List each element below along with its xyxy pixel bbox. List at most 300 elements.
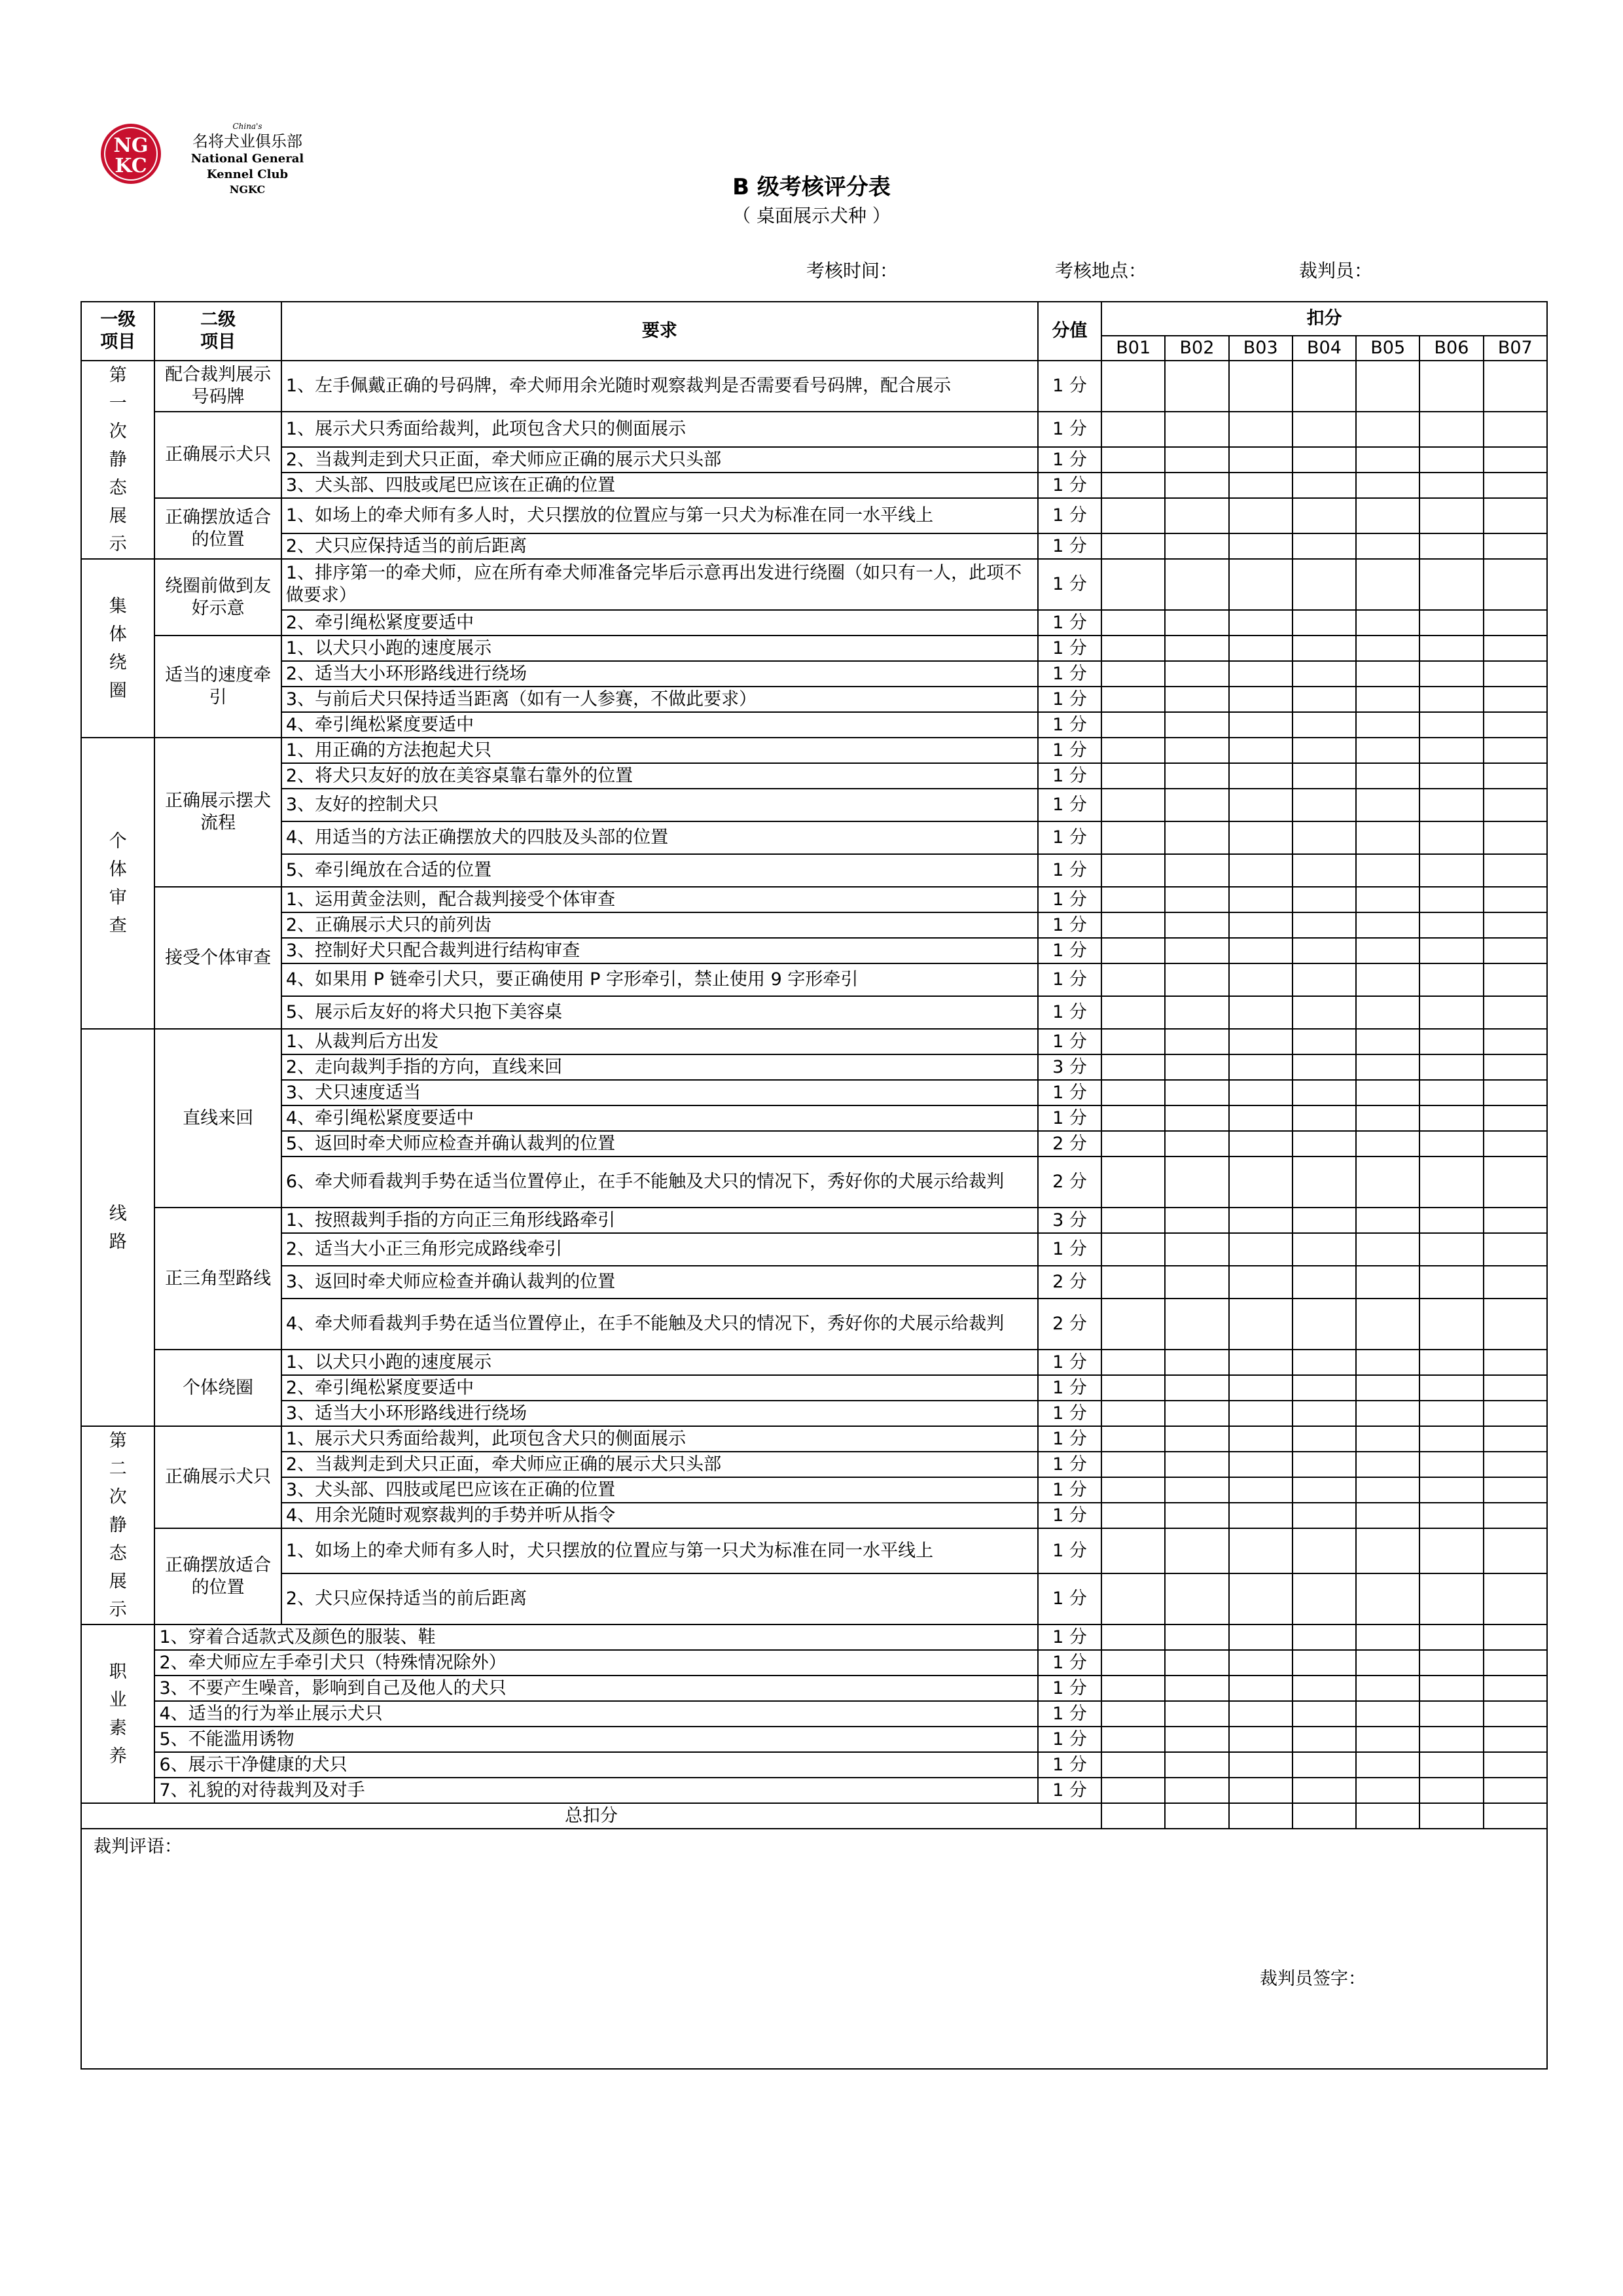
deduction-cell-b07[interactable] (1484, 712, 1547, 738)
deduction-cell-b05[interactable] (1356, 887, 1419, 912)
deduction-cell-b04[interactable] (1293, 996, 1356, 1029)
deduction-cell-b04[interactable] (1293, 1528, 1356, 1573)
deduction-cell-b06[interactable] (1419, 1701, 1483, 1727)
deduction-cell-b04[interactable] (1293, 712, 1356, 738)
deduction-cell-b05[interactable] (1356, 447, 1419, 473)
deduction-cell-b02[interactable] (1165, 1752, 1228, 1778)
deduction-cell-b06[interactable] (1419, 559, 1483, 610)
deduction-cell-b04[interactable] (1293, 1701, 1356, 1727)
deduction-cell-b04[interactable] (1293, 1375, 1356, 1401)
deduction-cell-b01[interactable] (1101, 821, 1165, 854)
deduction-cell-b05[interactable] (1356, 559, 1419, 610)
deduction-cell-b03[interactable] (1229, 1701, 1293, 1727)
deduction-cell-b02[interactable] (1165, 1054, 1228, 1080)
deduction-cell-b01[interactable] (1101, 738, 1165, 763)
deduction-cell-b06[interactable] (1419, 912, 1483, 938)
deduction-cell-b07[interactable] (1484, 559, 1547, 610)
deduction-cell-b01[interactable] (1101, 1503, 1165, 1528)
deduction-cell-b05[interactable] (1356, 1080, 1419, 1105)
deduction-cell-b02[interactable] (1165, 763, 1228, 789)
deduction-cell-b03[interactable] (1229, 1752, 1293, 1778)
deduction-cell-b07[interactable] (1484, 996, 1547, 1029)
deduction-cell-b04[interactable] (1293, 1752, 1356, 1778)
deduction-cell-b04[interactable] (1293, 661, 1356, 687)
deduction-cell-b07[interactable] (1484, 763, 1547, 789)
deduction-cell-b07[interactable] (1484, 1624, 1547, 1650)
deduction-cell-b06[interactable] (1419, 1624, 1483, 1650)
deduction-cell-b02[interactable] (1165, 938, 1228, 963)
deduction-cell-b03[interactable] (1229, 447, 1293, 473)
deduction-cell-b07[interactable] (1484, 1803, 1547, 1829)
deduction-cell-b04[interactable] (1293, 1131, 1356, 1157)
deduction-cell-b05[interactable] (1356, 1778, 1419, 1803)
deduction-cell-b04[interactable] (1293, 1803, 1356, 1829)
deduction-cell-b01[interactable] (1101, 533, 1165, 559)
deduction-cell-b05[interactable] (1356, 498, 1419, 533)
deduction-cell-b04[interactable] (1293, 1080, 1356, 1105)
deduction-cell-b02[interactable] (1165, 447, 1228, 473)
deduction-cell-b03[interactable] (1229, 559, 1293, 610)
deduction-cell-b01[interactable] (1101, 1803, 1165, 1829)
deduction-cell-b06[interactable] (1419, 447, 1483, 473)
deduction-cell-b05[interactable] (1356, 1452, 1419, 1477)
deduction-cell-b06[interactable] (1419, 687, 1483, 712)
deduction-cell-b01[interactable] (1101, 1573, 1165, 1624)
deduction-cell-b04[interactable] (1293, 789, 1356, 821)
deduction-cell-b02[interactable] (1165, 473, 1228, 498)
deduction-cell-b05[interactable] (1356, 712, 1419, 738)
deduction-cell-b03[interactable] (1229, 361, 1293, 412)
deduction-cell-b07[interactable] (1484, 1401, 1547, 1426)
deduction-cell-b05[interactable] (1356, 1624, 1419, 1650)
deduction-cell-b02[interactable] (1165, 361, 1228, 412)
deduction-cell-b04[interactable] (1293, 1650, 1356, 1676)
deduction-cell-b03[interactable] (1229, 412, 1293, 447)
deduction-cell-b02[interactable] (1165, 1503, 1228, 1528)
deduction-cell-b06[interactable] (1419, 1676, 1483, 1701)
deduction-cell-b04[interactable] (1293, 763, 1356, 789)
deduction-cell-b02[interactable] (1165, 1233, 1228, 1266)
deduction-cell-b01[interactable] (1101, 687, 1165, 712)
deduction-cell-b04[interactable] (1293, 1401, 1356, 1426)
deduction-cell-b04[interactable] (1293, 687, 1356, 712)
deduction-cell-b02[interactable] (1165, 1029, 1228, 1054)
deduction-cell-b01[interactable] (1101, 661, 1165, 687)
deduction-cell-b03[interactable] (1229, 1233, 1293, 1266)
deduction-cell-b01[interactable] (1101, 1208, 1165, 1233)
deduction-cell-b02[interactable] (1165, 996, 1228, 1029)
deduction-cell-b01[interactable] (1101, 1233, 1165, 1266)
deduction-cell-b07[interactable] (1484, 1426, 1547, 1452)
deduction-cell-b05[interactable] (1356, 1727, 1419, 1752)
deduction-cell-b03[interactable] (1229, 636, 1293, 661)
deduction-cell-b02[interactable] (1165, 610, 1228, 636)
deduction-cell-b05[interactable] (1356, 1650, 1419, 1676)
deduction-cell-b03[interactable] (1229, 938, 1293, 963)
deduction-cell-b05[interactable] (1356, 1503, 1419, 1528)
deduction-cell-b06[interactable] (1419, 1452, 1483, 1477)
deduction-cell-b06[interactable] (1419, 1727, 1483, 1752)
deduction-cell-b01[interactable] (1101, 636, 1165, 661)
deduction-cell-b07[interactable] (1484, 1208, 1547, 1233)
deduction-cell-b03[interactable] (1229, 473, 1293, 498)
deduction-cell-b06[interactable] (1419, 533, 1483, 559)
deduction-cell-b06[interactable] (1419, 1401, 1483, 1426)
deduction-cell-b05[interactable] (1356, 1375, 1419, 1401)
deduction-cell-b02[interactable] (1165, 1624, 1228, 1650)
deduction-cell-b06[interactable] (1419, 1803, 1483, 1829)
deduction-cell-b07[interactable] (1484, 738, 1547, 763)
deduction-cell-b05[interactable] (1356, 412, 1419, 447)
deduction-cell-b03[interactable] (1229, 1350, 1293, 1375)
deduction-cell-b01[interactable] (1101, 1528, 1165, 1573)
deduction-cell-b03[interactable] (1229, 533, 1293, 559)
deduction-cell-b01[interactable] (1101, 1477, 1165, 1503)
deduction-cell-b07[interactable] (1484, 1054, 1547, 1080)
deduction-cell-b02[interactable] (1165, 661, 1228, 687)
deduction-cell-b03[interactable] (1229, 1727, 1293, 1752)
deduction-cell-b03[interactable] (1229, 1528, 1293, 1573)
deduction-cell-b01[interactable] (1101, 1080, 1165, 1105)
deduction-cell-b04[interactable] (1293, 361, 1356, 412)
deduction-cell-b03[interactable] (1229, 1452, 1293, 1477)
deduction-cell-b07[interactable] (1484, 1266, 1547, 1299)
deduction-cell-b06[interactable] (1419, 1157, 1483, 1208)
deduction-cell-b03[interactable] (1229, 1157, 1293, 1208)
deduction-cell-b07[interactable] (1484, 912, 1547, 938)
deduction-cell-b04[interactable] (1293, 963, 1356, 996)
judge-comment-area[interactable] (81, 1829, 1547, 2069)
deduction-cell-b03[interactable] (1229, 1266, 1293, 1299)
deduction-cell-b05[interactable] (1356, 533, 1419, 559)
deduction-cell-b05[interactable] (1356, 361, 1419, 412)
deduction-cell-b01[interactable] (1101, 996, 1165, 1029)
deduction-cell-b07[interactable] (1484, 533, 1547, 559)
deduction-cell-b05[interactable] (1356, 1208, 1419, 1233)
deduction-cell-b03[interactable] (1229, 1573, 1293, 1624)
deduction-cell-b05[interactable] (1356, 1752, 1419, 1778)
deduction-cell-b02[interactable] (1165, 1080, 1228, 1105)
deduction-cell-b06[interactable] (1419, 1778, 1483, 1803)
deduction-cell-b05[interactable] (1356, 1803, 1419, 1829)
deduction-cell-b01[interactable] (1101, 1676, 1165, 1701)
deduction-cell-b03[interactable] (1229, 1624, 1293, 1650)
deduction-cell-b06[interactable] (1419, 1105, 1483, 1131)
deduction-cell-b04[interactable] (1293, 1299, 1356, 1350)
deduction-cell-b05[interactable] (1356, 938, 1419, 963)
deduction-cell-b07[interactable] (1484, 1029, 1547, 1054)
deduction-cell-b04[interactable] (1293, 636, 1356, 661)
deduction-cell-b07[interactable] (1484, 1503, 1547, 1528)
deduction-cell-b05[interactable] (1356, 1105, 1419, 1131)
deduction-cell-b04[interactable] (1293, 912, 1356, 938)
deduction-cell-b05[interactable] (1356, 821, 1419, 854)
deduction-cell-b06[interactable] (1419, 1426, 1483, 1452)
deduction-cell-b02[interactable] (1165, 1676, 1228, 1701)
deduction-cell-b04[interactable] (1293, 1426, 1356, 1452)
deduction-cell-b01[interactable] (1101, 1701, 1165, 1727)
deduction-cell-b07[interactable] (1484, 498, 1547, 533)
deduction-cell-b03[interactable] (1229, 1503, 1293, 1528)
deduction-cell-b04[interactable] (1293, 1452, 1356, 1477)
deduction-cell-b01[interactable] (1101, 887, 1165, 912)
deduction-cell-b03[interactable] (1229, 821, 1293, 854)
deduction-cell-b05[interactable] (1356, 610, 1419, 636)
deduction-cell-b06[interactable] (1419, 938, 1483, 963)
deduction-cell-b01[interactable] (1101, 1157, 1165, 1208)
deduction-cell-b03[interactable] (1229, 610, 1293, 636)
deduction-cell-b03[interactable] (1229, 996, 1293, 1029)
deduction-cell-b01[interactable] (1101, 1778, 1165, 1803)
deduction-cell-b06[interactable] (1419, 821, 1483, 854)
deduction-cell-b02[interactable] (1165, 1452, 1228, 1477)
deduction-cell-b07[interactable] (1484, 789, 1547, 821)
deduction-cell-b04[interactable] (1293, 412, 1356, 447)
deduction-cell-b03[interactable] (1229, 498, 1293, 533)
deduction-cell-b07[interactable] (1484, 1375, 1547, 1401)
deduction-cell-b01[interactable] (1101, 1266, 1165, 1299)
deduction-cell-b02[interactable] (1165, 1803, 1228, 1829)
deduction-cell-b02[interactable] (1165, 412, 1228, 447)
deduction-cell-b04[interactable] (1293, 533, 1356, 559)
deduction-cell-b01[interactable] (1101, 1029, 1165, 1054)
deduction-cell-b06[interactable] (1419, 1350, 1483, 1375)
deduction-cell-b02[interactable] (1165, 821, 1228, 854)
deduction-cell-b01[interactable] (1101, 498, 1165, 533)
deduction-cell-b03[interactable] (1229, 789, 1293, 821)
deduction-cell-b06[interactable] (1419, 738, 1483, 763)
deduction-cell-b02[interactable] (1165, 912, 1228, 938)
deduction-cell-b02[interactable] (1165, 1131, 1228, 1157)
deduction-cell-b06[interactable] (1419, 636, 1483, 661)
deduction-cell-b02[interactable] (1165, 498, 1228, 533)
deduction-cell-b06[interactable] (1419, 763, 1483, 789)
deduction-cell-b05[interactable] (1356, 636, 1419, 661)
deduction-cell-b02[interactable] (1165, 1650, 1228, 1676)
deduction-cell-b05[interactable] (1356, 1426, 1419, 1452)
deduction-cell-b03[interactable] (1229, 1676, 1293, 1701)
deduction-cell-b01[interactable] (1101, 938, 1165, 963)
deduction-cell-b04[interactable] (1293, 498, 1356, 533)
deduction-cell-b05[interactable] (1356, 996, 1419, 1029)
deduction-cell-b07[interactable] (1484, 447, 1547, 473)
deduction-cell-b07[interactable] (1484, 610, 1547, 636)
deduction-cell-b04[interactable] (1293, 559, 1356, 610)
deduction-cell-b03[interactable] (1229, 661, 1293, 687)
deduction-cell-b04[interactable] (1293, 887, 1356, 912)
deduction-cell-b06[interactable] (1419, 1528, 1483, 1573)
deduction-cell-b06[interactable] (1419, 1650, 1483, 1676)
deduction-cell-b02[interactable] (1165, 1426, 1228, 1452)
deduction-cell-b07[interactable] (1484, 361, 1547, 412)
deduction-cell-b02[interactable] (1165, 789, 1228, 821)
deduction-cell-b04[interactable] (1293, 1624, 1356, 1650)
deduction-cell-b02[interactable] (1165, 533, 1228, 559)
deduction-cell-b07[interactable] (1484, 1452, 1547, 1477)
deduction-cell-b05[interactable] (1356, 738, 1419, 763)
deduction-cell-b03[interactable] (1229, 1054, 1293, 1080)
deduction-cell-b05[interactable] (1356, 1054, 1419, 1080)
deduction-cell-b03[interactable] (1229, 738, 1293, 763)
deduction-cell-b07[interactable] (1484, 1701, 1547, 1727)
deduction-cell-b01[interactable] (1101, 854, 1165, 887)
deduction-cell-b01[interactable] (1101, 1131, 1165, 1157)
deduction-cell-b01[interactable] (1101, 559, 1165, 610)
deduction-cell-b02[interactable] (1165, 887, 1228, 912)
deduction-cell-b01[interactable] (1101, 789, 1165, 821)
deduction-cell-b07[interactable] (1484, 938, 1547, 963)
deduction-cell-b06[interactable] (1419, 412, 1483, 447)
deduction-cell-b02[interactable] (1165, 1157, 1228, 1208)
deduction-cell-b02[interactable] (1165, 636, 1228, 661)
deduction-cell-b04[interactable] (1293, 1054, 1356, 1080)
deduction-cell-b02[interactable] (1165, 738, 1228, 763)
deduction-cell-b04[interactable] (1293, 610, 1356, 636)
deduction-cell-b06[interactable] (1419, 661, 1483, 687)
deduction-cell-b05[interactable] (1356, 1299, 1419, 1350)
deduction-cell-b05[interactable] (1356, 854, 1419, 887)
deduction-cell-b04[interactable] (1293, 1477, 1356, 1503)
deduction-cell-b03[interactable] (1229, 1778, 1293, 1803)
deduction-cell-b07[interactable] (1484, 821, 1547, 854)
deduction-cell-b01[interactable] (1101, 412, 1165, 447)
deduction-cell-b05[interactable] (1356, 1029, 1419, 1054)
deduction-cell-b06[interactable] (1419, 1266, 1483, 1299)
deduction-cell-b01[interactable] (1101, 1401, 1165, 1426)
deduction-cell-b03[interactable] (1229, 712, 1293, 738)
deduction-cell-b06[interactable] (1419, 1299, 1483, 1350)
deduction-cell-b05[interactable] (1356, 1477, 1419, 1503)
deduction-cell-b05[interactable] (1356, 912, 1419, 938)
deduction-cell-b01[interactable] (1101, 912, 1165, 938)
deduction-cell-b06[interactable] (1419, 1477, 1483, 1503)
deduction-cell-b07[interactable] (1484, 887, 1547, 912)
deduction-cell-b07[interactable] (1484, 1573, 1547, 1624)
deduction-cell-b02[interactable] (1165, 1528, 1228, 1573)
deduction-cell-b01[interactable] (1101, 1650, 1165, 1676)
deduction-cell-b06[interactable] (1419, 1208, 1483, 1233)
deduction-cell-b01[interactable] (1101, 361, 1165, 412)
deduction-cell-b06[interactable] (1419, 1233, 1483, 1266)
deduction-cell-b03[interactable] (1229, 1477, 1293, 1503)
deduction-cell-b07[interactable] (1484, 963, 1547, 996)
deduction-cell-b02[interactable] (1165, 1208, 1228, 1233)
deduction-cell-b02[interactable] (1165, 1701, 1228, 1727)
deduction-cell-b07[interactable] (1484, 1727, 1547, 1752)
deduction-cell-b07[interactable] (1484, 1080, 1547, 1105)
deduction-cell-b07[interactable] (1484, 1676, 1547, 1701)
deduction-cell-b04[interactable] (1293, 1266, 1356, 1299)
deduction-cell-b07[interactable] (1484, 1477, 1547, 1503)
deduction-cell-b05[interactable] (1356, 963, 1419, 996)
deduction-cell-b03[interactable] (1229, 1299, 1293, 1350)
deduction-cell-b01[interactable] (1101, 610, 1165, 636)
deduction-cell-b01[interactable] (1101, 1105, 1165, 1131)
deduction-cell-b06[interactable] (1419, 498, 1483, 533)
deduction-cell-b04[interactable] (1293, 1503, 1356, 1528)
deduction-cell-b01[interactable] (1101, 447, 1165, 473)
deduction-cell-b01[interactable] (1101, 1624, 1165, 1650)
deduction-cell-b04[interactable] (1293, 1778, 1356, 1803)
deduction-cell-b02[interactable] (1165, 1401, 1228, 1426)
deduction-cell-b06[interactable] (1419, 1752, 1483, 1778)
deduction-cell-b04[interactable] (1293, 1208, 1356, 1233)
deduction-cell-b01[interactable] (1101, 1299, 1165, 1350)
deduction-cell-b07[interactable] (1484, 661, 1547, 687)
deduction-cell-b03[interactable] (1229, 1401, 1293, 1426)
deduction-cell-b05[interactable] (1356, 1131, 1419, 1157)
deduction-cell-b05[interactable] (1356, 1701, 1419, 1727)
deduction-cell-b06[interactable] (1419, 963, 1483, 996)
deduction-cell-b02[interactable] (1165, 1778, 1228, 1803)
deduction-cell-b03[interactable] (1229, 1375, 1293, 1401)
deduction-cell-b06[interactable] (1419, 712, 1483, 738)
deduction-cell-b02[interactable] (1165, 1375, 1228, 1401)
deduction-cell-b07[interactable] (1484, 1650, 1547, 1676)
deduction-cell-b04[interactable] (1293, 1105, 1356, 1131)
deduction-cell-b06[interactable] (1419, 473, 1483, 498)
deduction-cell-b04[interactable] (1293, 1350, 1356, 1375)
deduction-cell-b04[interactable] (1293, 473, 1356, 498)
deduction-cell-b07[interactable] (1484, 687, 1547, 712)
deduction-cell-b06[interactable] (1419, 996, 1483, 1029)
deduction-cell-b03[interactable] (1229, 963, 1293, 996)
deduction-cell-b02[interactable] (1165, 687, 1228, 712)
deduction-cell-b07[interactable] (1484, 1350, 1547, 1375)
deduction-cell-b07[interactable] (1484, 1528, 1547, 1573)
deduction-cell-b05[interactable] (1356, 1157, 1419, 1208)
deduction-cell-b01[interactable] (1101, 1375, 1165, 1401)
deduction-cell-b05[interactable] (1356, 1266, 1419, 1299)
deduction-cell-b05[interactable] (1356, 1401, 1419, 1426)
deduction-cell-b04[interactable] (1293, 1676, 1356, 1701)
deduction-cell-b07[interactable] (1484, 473, 1547, 498)
deduction-cell-b01[interactable] (1101, 763, 1165, 789)
deduction-cell-b02[interactable] (1165, 559, 1228, 610)
deduction-cell-b02[interactable] (1165, 1105, 1228, 1131)
deduction-cell-b03[interactable] (1229, 854, 1293, 887)
deduction-cell-b02[interactable] (1165, 1477, 1228, 1503)
deduction-cell-b07[interactable] (1484, 1233, 1547, 1266)
deduction-cell-b05[interactable] (1356, 661, 1419, 687)
deduction-cell-b07[interactable] (1484, 1157, 1547, 1208)
deduction-cell-b07[interactable] (1484, 1752, 1547, 1778)
deduction-cell-b04[interactable] (1293, 1029, 1356, 1054)
deduction-cell-b02[interactable] (1165, 1727, 1228, 1752)
deduction-cell-b04[interactable] (1293, 1727, 1356, 1752)
deduction-cell-b02[interactable] (1165, 1266, 1228, 1299)
deduction-cell-b03[interactable] (1229, 912, 1293, 938)
deduction-cell-b01[interactable] (1101, 473, 1165, 498)
deduction-cell-b01[interactable] (1101, 1727, 1165, 1752)
deduction-cell-b05[interactable] (1356, 763, 1419, 789)
deduction-cell-b05[interactable] (1356, 1350, 1419, 1375)
deduction-cell-b02[interactable] (1165, 854, 1228, 887)
deduction-cell-b03[interactable] (1229, 1803, 1293, 1829)
deduction-cell-b07[interactable] (1484, 1299, 1547, 1350)
deduction-cell-b01[interactable] (1101, 1752, 1165, 1778)
deduction-cell-b01[interactable] (1101, 712, 1165, 738)
deduction-cell-b05[interactable] (1356, 1676, 1419, 1701)
deduction-cell-b04[interactable] (1293, 854, 1356, 887)
deduction-cell-b05[interactable] (1356, 1528, 1419, 1573)
deduction-cell-b07[interactable] (1484, 1105, 1547, 1131)
deduction-cell-b03[interactable] (1229, 1029, 1293, 1054)
deduction-cell-b02[interactable] (1165, 963, 1228, 996)
deduction-cell-b03[interactable] (1229, 687, 1293, 712)
deduction-cell-b05[interactable] (1356, 473, 1419, 498)
deduction-cell-b05[interactable] (1356, 789, 1419, 821)
